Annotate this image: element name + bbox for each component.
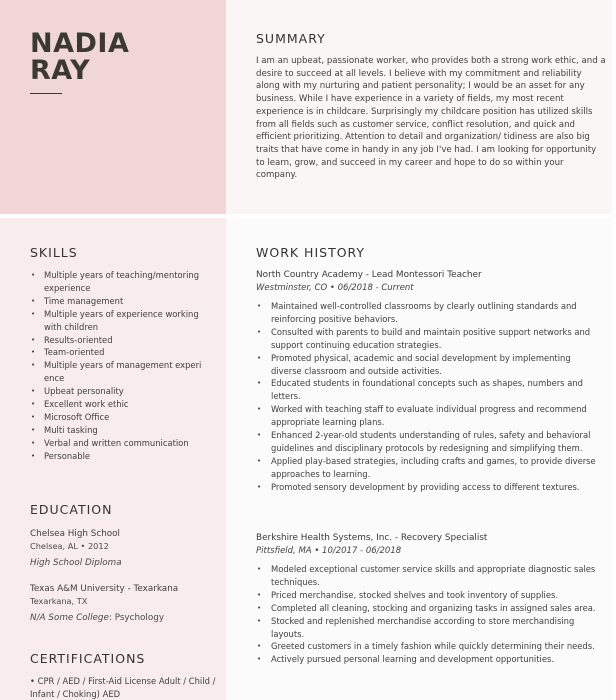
job-bullet: • Worked with teaching staff to evaluate individual progress and recommend appropriate learning plans. [256, 403, 601, 429]
degree-name: High School Diploma [30, 558, 122, 568]
school-meta [30, 540, 220, 552]
meta-separator: • [80, 541, 86, 551]
job-entry [256, 269, 601, 494]
job-bullets [256, 563, 601, 666]
job-dates: 06/2018 - Current [337, 282, 414, 293]
education-entry [30, 583, 220, 624]
left-column [0, 218, 226, 700]
first-name: NADIA [30, 28, 130, 59]
job-bullet: • Maintained well-controlled classrooms by clearly outlining standards and reinforcing positive behaviors. [256, 300, 601, 326]
job-bullet: • Enhanced 2-year-old students understanding of rules, safety and behavioral guidelines and disciplinary protocols by redesigning and simplifying them. [256, 429, 601, 455]
skill-item: • Microsoft Office [30, 411, 205, 424]
degree [30, 557, 220, 569]
summary-section [226, 0, 612, 214]
job-bullets [256, 300, 601, 494]
skills-title: SKILLS [30, 245, 78, 260]
degree-name: N/A Some College [30, 613, 109, 623]
name-divider [30, 93, 62, 94]
summary-text: I am an upbeat, passionate worker, who provides both a strong work ethic, and a desire to succeed at all levels. I believe with my commitment and reliability along with my nurturing and patient personality; I would be an asset for any business. While I have experience in a variety of fields, my most recent experience is in childcare. Surprisingly my childcare position has utilized skills from all fields such as customer service, conflict resolution, and quick and efficient prioritizing. Attention to detail and organization/ tidiness are also big traits that have come in handy in any job I've had. I am looking for opportunity to learn, grow, and succeed in my career and hope to do so within your company. [256, 56, 606, 181]
skill-item: • Verbal and written communication [30, 437, 205, 450]
education-entry [30, 528, 220, 569]
job-bullet: • Educated students in foundational concepts such as shapes, numbers and letters. [256, 377, 601, 403]
skills-list [30, 269, 205, 463]
job-dates: 10/2017 - 06/2018 [322, 545, 402, 556]
work-history-title: WORK HISTORY [256, 245, 366, 260]
skill-item: • Multi tasking [30, 424, 205, 437]
degree [30, 612, 220, 624]
school-location: Chelsea, AL [30, 541, 78, 551]
graduation-year: 2012 [87, 541, 109, 551]
job-bullet: • Priced merchandise, stocked shelves and took inventory of supplies. [256, 589, 601, 602]
summary-title: SUMMARY [256, 31, 326, 46]
skill-item: • Multiple years of management experience [30, 359, 205, 385]
job-bullet: • Stocked and replenished merchandise according to store merchandising layouts. [256, 615, 601, 641]
right-column [226, 218, 612, 700]
education-title: EDUCATION [30, 502, 113, 517]
degree-field: : Psychology [108, 613, 165, 623]
job-bullet: • Modeled exceptional customer service skills and appropriate diagnostic sales techniques. [256, 563, 601, 589]
job-heading: Berkshire Health Systems, Inc. - Recovery Specialist [256, 533, 488, 543]
job-bullet: • Applied play-based strategies, including crafts and games, to provide diverse approaches to learning. [256, 455, 601, 481]
name-header [0, 0, 226, 214]
job-meta [256, 545, 601, 558]
job-location: Westminster, CO [256, 282, 328, 293]
job-entry [256, 532, 601, 666]
candidate-name [30, 30, 129, 84]
job-meta [256, 282, 601, 295]
last-name: RAY [30, 55, 91, 86]
meta-separator: • [314, 545, 320, 556]
skill-item: • Upbeat personality [30, 385, 205, 398]
job-bullet: • Promoted sensory development by providing access to different textures. [256, 481, 601, 494]
skill-item: • Team-oriented [30, 346, 205, 359]
skill-item: • Multiple years of experience working with children [30, 308, 205, 334]
job-bullet: • Actively pursued personal learning and development opportunities. [256, 653, 601, 666]
school-meta [30, 595, 220, 607]
skill-item: • Time management [30, 295, 205, 308]
job-location: Pittsfield, MA [256, 545, 312, 556]
skill-item: • Excellent work ethic [30, 398, 205, 411]
school-location: Texarkana, TX [30, 596, 88, 606]
job-heading: North Country Academy - Lead Montessori Teacher [256, 270, 482, 280]
job-bullet: • Consulted with parents to build and maintain positive support networks and support continuing education strategies. [256, 326, 601, 352]
school-name: Texas A&M University - Texarkana [30, 584, 179, 594]
job-bullet: • Completed all cleaning, stocking and organizing tasks in assigned sales area. [256, 602, 601, 615]
skill-item: • Results-oriented [30, 334, 205, 347]
certifications-title: CERTIFICATIONS [30, 651, 146, 666]
school-name: Chelsea High School [30, 529, 120, 539]
skill-item: • Personable [30, 450, 205, 463]
job-bullet: • Promoted physical, academic and social development by implementing diverse classroom and outside activities. [256, 352, 601, 378]
skill-item: • Multiple years of teaching/mentoring experience [30, 269, 205, 295]
job-bullet: • Greeted customers in a timely fashion while quickly determining their needs. [256, 640, 601, 653]
meta-separator: • [329, 282, 335, 293]
certification-item: • CPR / AED / First-Aid License Adult / Child / Infant / Choking) AED [30, 676, 216, 699]
